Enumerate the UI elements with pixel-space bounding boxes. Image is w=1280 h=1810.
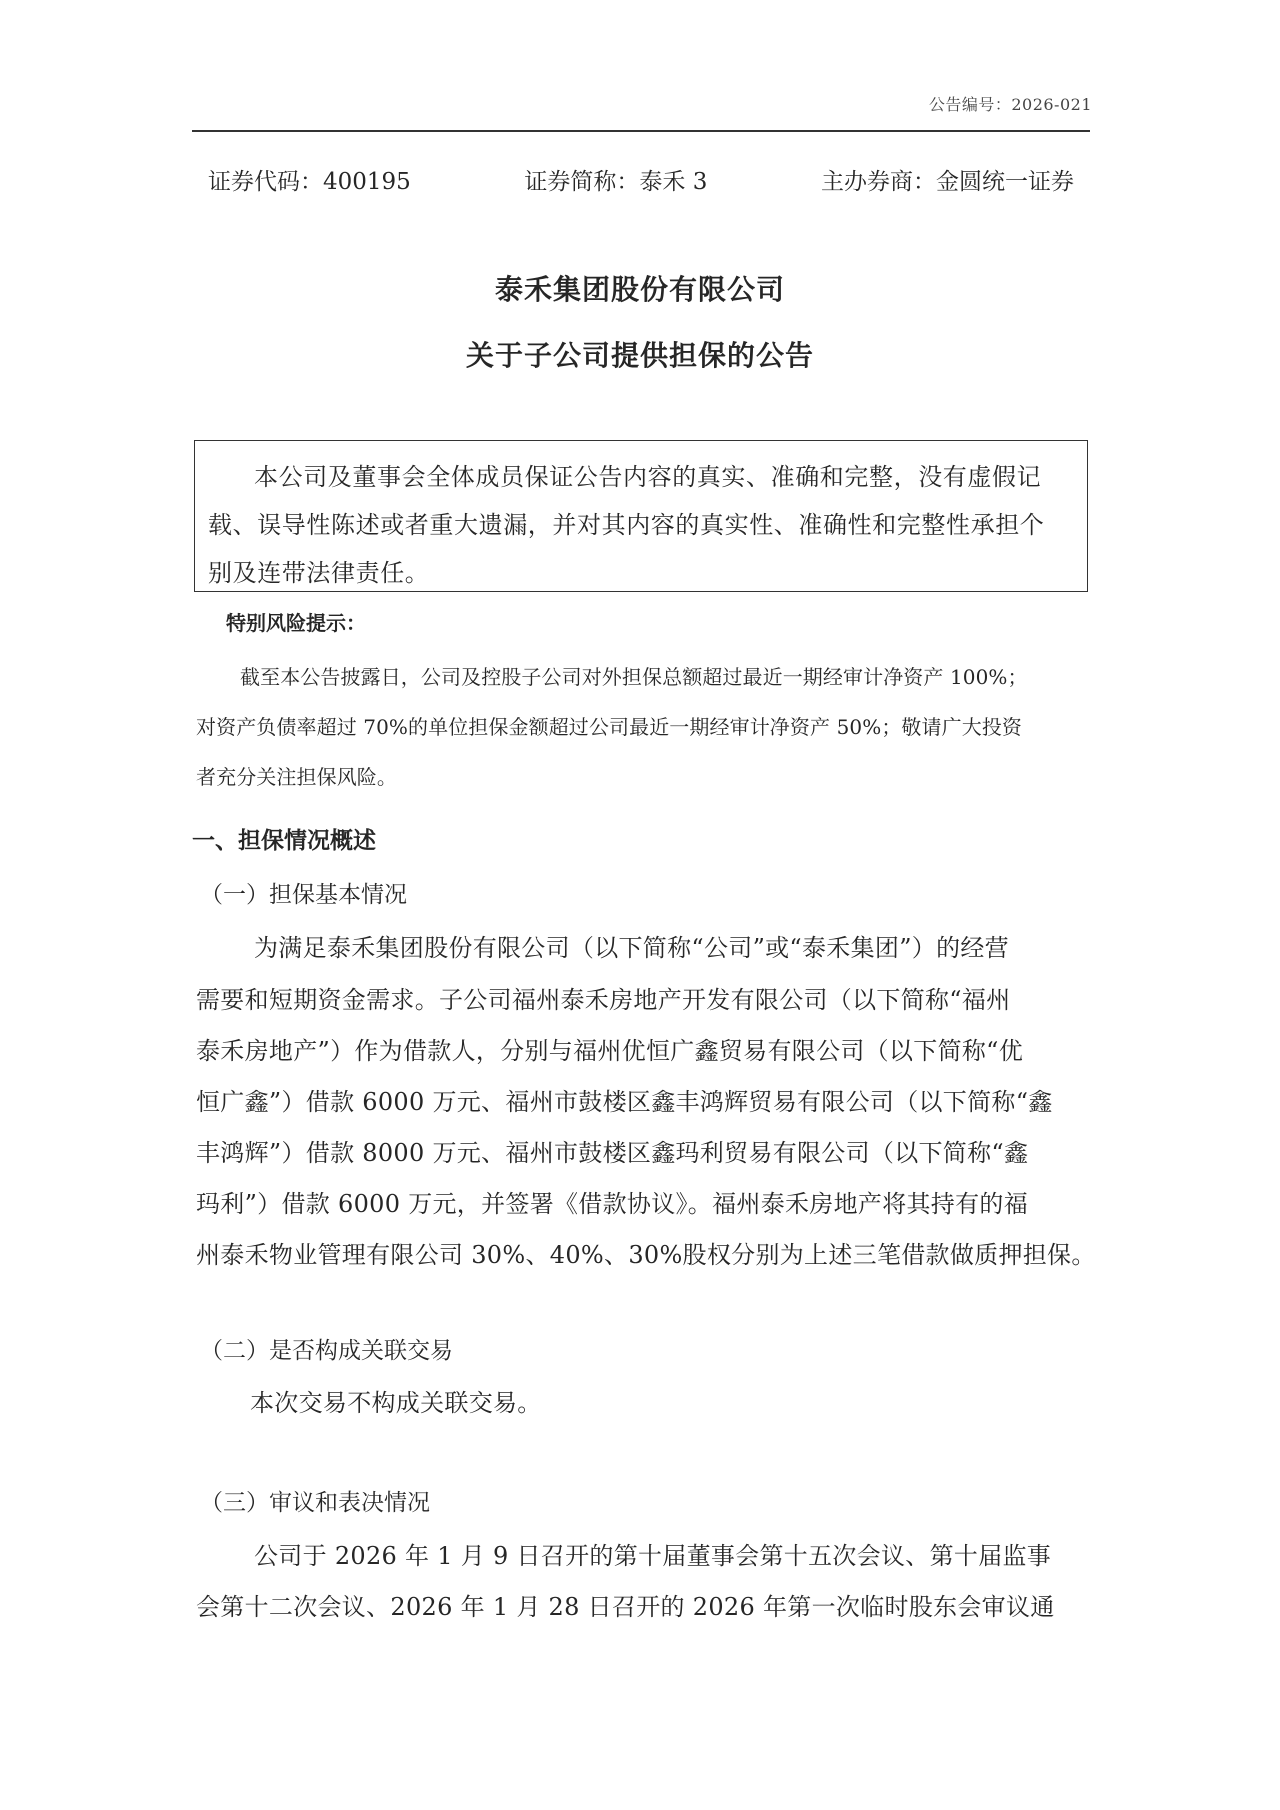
announcement-number: 公告编号：2026-021 <box>928 95 1092 114</box>
subsection-heading: （二）是否构成关联交易 <box>200 1338 453 1364</box>
subsection-heading: （一）担保基本情况 <box>200 882 407 908</box>
subsection-heading: （三）审议和表决情况 <box>200 1490 430 1516</box>
special-risk-line: 者充分关注担保风险。 <box>196 765 397 789</box>
board-notice-line: 载、误导性陈述或者重大遗漏，并对其内容的真实性、准确性和完整性承担个 <box>208 511 1045 539</box>
paragraph-line: 需要和短期资金需求。子公司福州泰禾房地产开发有限公司（以下简称“福州 <box>196 986 1011 1014</box>
special-risk-line: 截至本公告披露日，公司及控股子公司对外担保总额超过最近一期经审计净资产 100%； <box>240 665 1028 689</box>
paragraph-line: 玛利”）借款 6000 万元，并签署《借款协议》。福州泰禾房地产将其持有的福 <box>196 1190 1029 1218</box>
section-heading: 一、担保情况概述 <box>192 828 376 854</box>
board-notice-line: 别及连带法律责任。 <box>208 559 430 587</box>
paragraph-line: 州泰禾物业管理有限公司 30%、40%、30%股权分别为上述三笔借款做质押担保。 <box>196 1241 1096 1269</box>
paragraph-line: 泰禾房地产”）作为借款人，分别与福州优恒广鑫贸易有限公司（以下简称“优 <box>196 1037 1024 1065</box>
company-title: 泰禾集团股份有限公司 <box>494 273 785 306</box>
special-risk-line: 对资产负债率超过 70%的单位担保金额超过公司最近一期经审计净资产 50%；敬请广大投资 <box>196 715 1023 739</box>
security-info-row <box>192 163 1090 196</box>
board-notice-line: 本公司及董事会全体成员保证公告内容的真实、准确和完整，没有虚假记 <box>254 463 1042 491</box>
sponsor-broker: 主办券商：金圆统一证券 <box>820 169 1074 195</box>
security-code: 证券代码：400195 <box>208 169 411 195</box>
announcement-title: 关于子公司提供担保的公告 <box>465 339 814 372</box>
paragraph-line: 会第十二次会议、2026 年 1 月 28 日召开的 2026 年第一次临时股东会审议通 <box>196 1593 1055 1621</box>
paragraph-line: 丰鸿辉”）借款 8000 万元、福州市鼓楼区鑫玛利贸易有限公司（以下简称“鑫 <box>196 1139 1029 1167</box>
paragraph-line: 恒广鑫”）借款 6000 万元、福州市鼓楼区鑫丰鸿辉贸易有限公司（以下简称“鑫 <box>196 1088 1053 1116</box>
security-abbreviation: 证券简称：泰禾 3 <box>524 169 708 195</box>
paragraph-line: 本次交易不构成关联交易。 <box>250 1389 542 1417</box>
special-risk-title: 特别风险提示： <box>226 611 366 635</box>
header-divider <box>192 130 1090 132</box>
paragraph-line: 公司于 2026 年 1 月 9 日召开的第十届董事会第十五次会议、第十届监事 <box>254 1542 1052 1570</box>
paragraph-line: 为满足泰禾集团股份有限公司（以下简称“公司”或“泰禾集团”）的经营 <box>254 934 1009 962</box>
